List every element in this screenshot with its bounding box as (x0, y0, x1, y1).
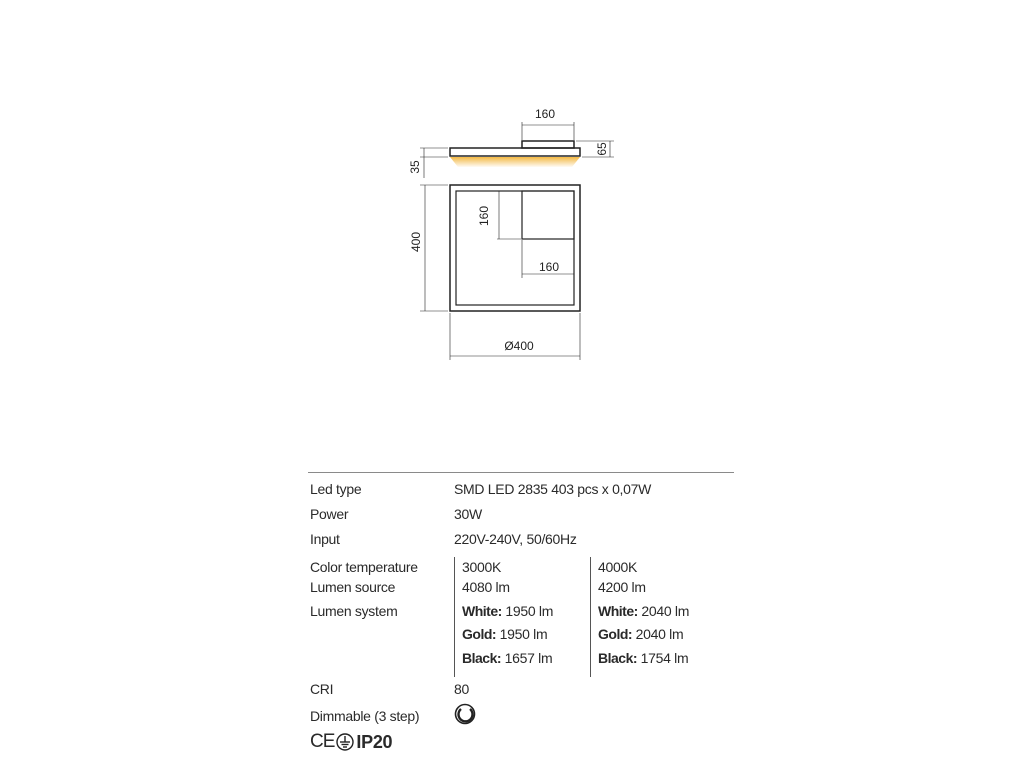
spec-table (308, 472, 734, 752)
lumen-black-3000 (462, 650, 552, 666)
cri-label: CRI (310, 681, 334, 697)
dim-top-width: 160 (534, 107, 556, 121)
power-value: 30W (454, 506, 482, 522)
gold-name: Gold: (598, 626, 633, 642)
dim-inner-vertical: 160 (477, 205, 491, 227)
column-divider-1 (454, 557, 455, 677)
dim-side-height: 35 (408, 160, 422, 174)
input-label: Input (310, 531, 340, 547)
black-value: 1754 lm (640, 650, 689, 666)
cri-value: 80 (454, 681, 469, 697)
white-name: White: (598, 603, 638, 619)
color-temp-4000: 4000K (598, 559, 637, 575)
color-temp-label: Color temperature (310, 559, 418, 575)
lumen-source-3000: 4080 lm (462, 579, 510, 595)
dim-front-height: 400 (409, 231, 423, 253)
input-value: 220V-240V, 50/60Hz (454, 531, 577, 547)
lumen-gold-4000 (598, 626, 683, 642)
gold-value: 1950 lm (499, 626, 548, 642)
white-value: 2040 lm (641, 603, 690, 619)
led-type-value: SMD LED 2835 403 pcs x 0,07W (454, 481, 652, 497)
ce-mark: CE (310, 731, 335, 752)
front-view-module (522, 191, 574, 239)
lumen-gold-3000 (462, 626, 547, 642)
white-value: 1950 lm (505, 603, 554, 619)
gold-value: 2040 lm (635, 626, 684, 642)
lumen-white-4000 (598, 603, 689, 619)
lumen-black-4000 (598, 650, 688, 666)
light-glow (450, 157, 580, 167)
dim-top-height: 65 (595, 142, 609, 156)
dimmable-label: Dimmable (3 step) (310, 708, 420, 724)
power-label: Power (310, 506, 349, 522)
lumen-source-4000: 4200 lm (598, 579, 646, 595)
lumen-source-label: Lumen source (310, 579, 396, 595)
white-name: White: (462, 603, 502, 619)
led-type-label: Led type (310, 481, 362, 497)
column-divider-2 (590, 557, 591, 677)
side-view-module (522, 141, 574, 148)
ip-rating: IP20 (356, 731, 393, 752)
black-name: Black: (598, 650, 638, 666)
color-temp-3000: 3000K (462, 559, 501, 575)
dimmer-icon (454, 703, 476, 725)
lumen-white-3000 (462, 603, 553, 619)
black-name: Black: (462, 650, 502, 666)
front-view-inner (456, 191, 574, 305)
gold-name: Gold: (462, 626, 497, 642)
dim-diameter: Ø400 (504, 339, 534, 353)
side-view-body (450, 148, 580, 156)
dim-inner-horizontal: 160 (538, 260, 560, 274)
certifications (310, 731, 392, 753)
lumen-system-label: Lumen system (310, 603, 398, 619)
front-view-outer (450, 185, 580, 311)
earth-ground-icon (336, 733, 354, 751)
black-value: 1657 lm (504, 650, 553, 666)
